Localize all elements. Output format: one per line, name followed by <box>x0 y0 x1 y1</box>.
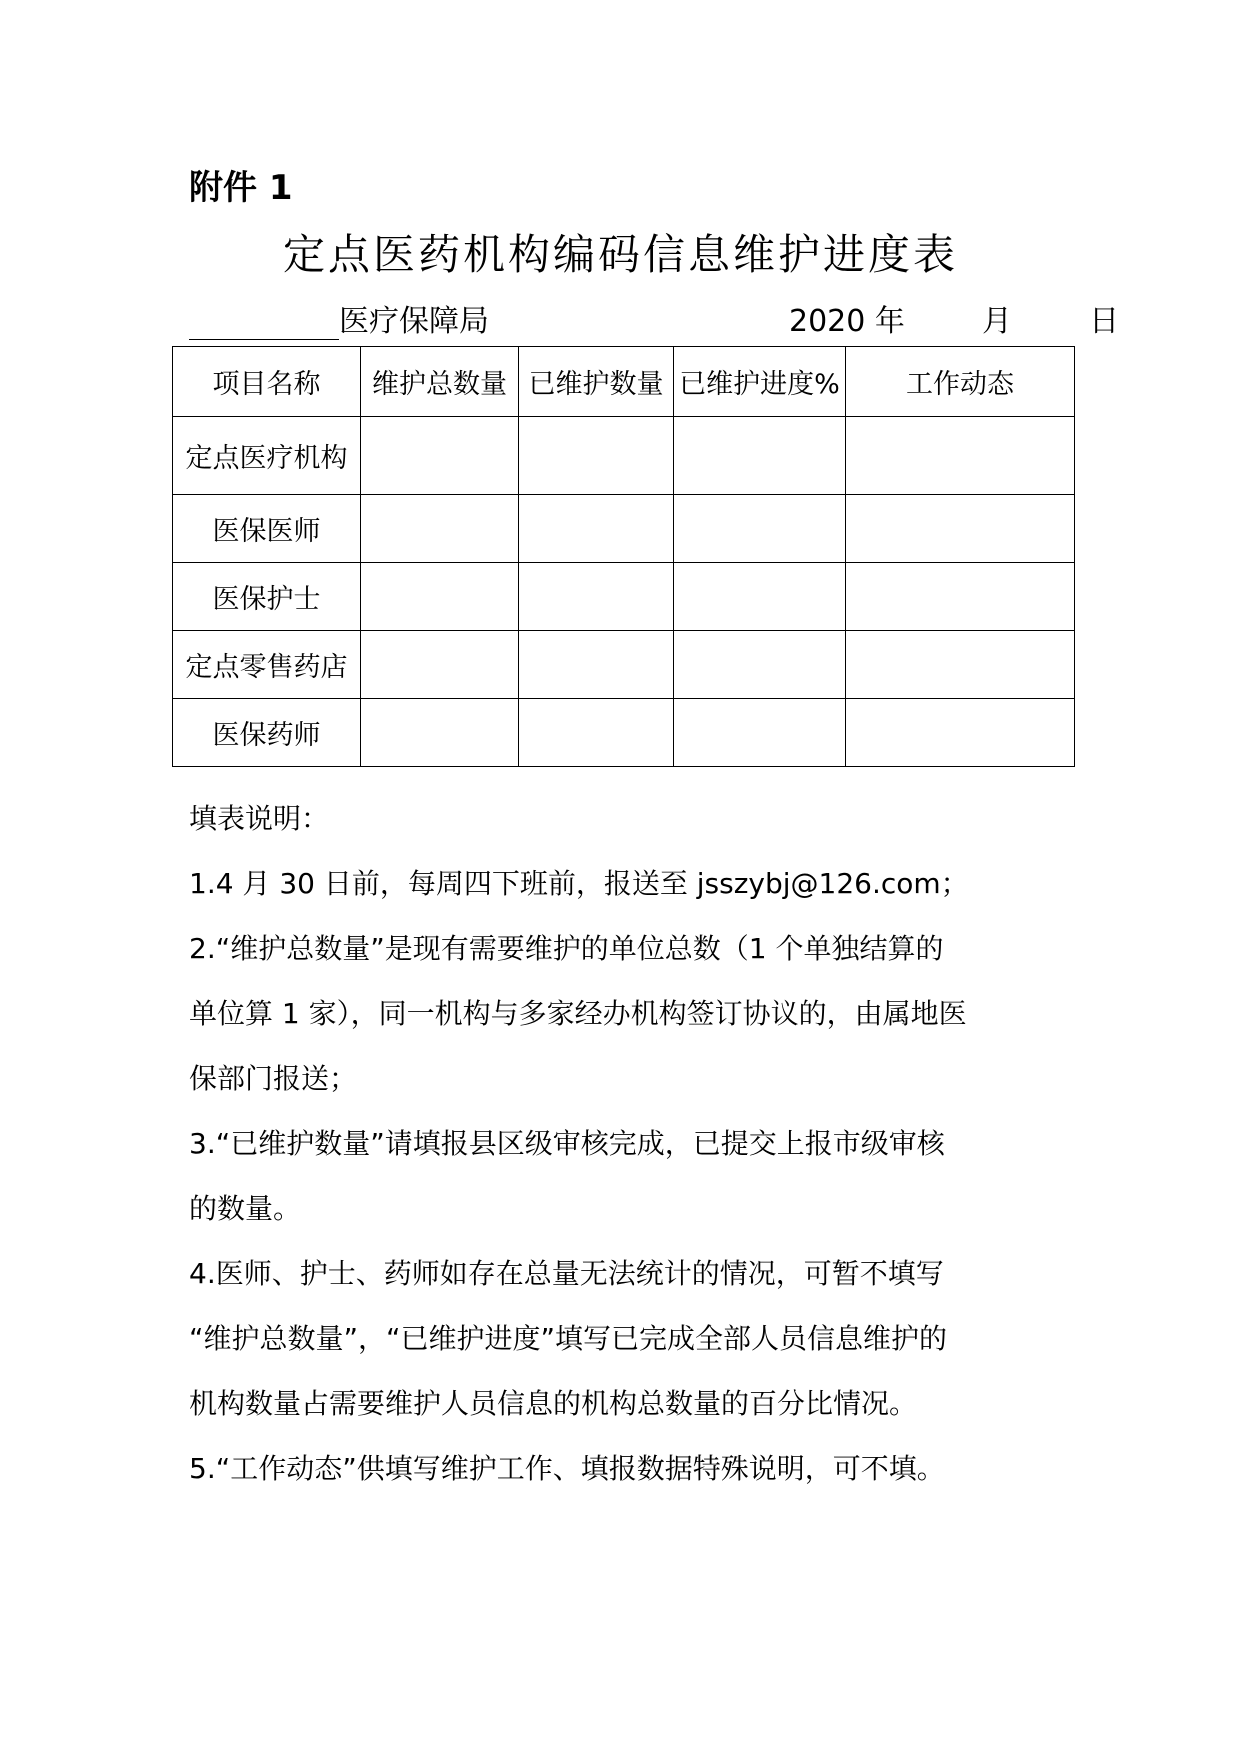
cell-maintained[interactable] <box>519 631 674 699</box>
note-line: 4.医师、护士、药师如存在总量无法统计的情况，可暂不填写 <box>189 1257 944 1290</box>
header-maintained: 已维护数量 <box>519 347 674 417</box>
date-month: 月 <box>981 304 1012 339</box>
cell-progress[interactable] <box>674 495 846 563</box>
note-line: 1.4 月 30 日前，每周四下班前，报送至 jsszybj@126.com； <box>189 867 969 900</box>
fill-instructions <box>189 786 1059 1501</box>
notes-heading: 填表说明： <box>189 802 330 835</box>
cell-progress[interactable] <box>674 631 846 699</box>
note-line: 5.“工作动态”供填写维护工作、填报数据特殊说明，可不填。 <box>189 1452 945 1485</box>
note-line: “维护总数量”，“已维护进度”填写已完成全部人员信息维护的 <box>189 1322 948 1355</box>
note-line: 保部门报送； <box>189 1062 358 1095</box>
table-row <box>173 495 1075 563</box>
header-item-name: 项目名称 <box>173 347 361 417</box>
note-line: 机构数量占需要维护人员信息的机构总数量的百分比情况。 <box>189 1387 918 1420</box>
row-label: 定点医疗机构 <box>173 417 361 495</box>
cell-total[interactable] <box>361 417 519 495</box>
note-line: 3.“已维护数量”请填报县区级审核完成，已提交上报市级审核 <box>189 1127 945 1160</box>
attachment-label: 附件 1 <box>189 168 293 208</box>
cell-work-status[interactable] <box>846 417 1075 495</box>
cell-maintained[interactable] <box>519 563 674 631</box>
cell-maintained[interactable] <box>519 699 674 767</box>
date-line <box>789 296 1137 340</box>
table-header-row <box>173 347 1075 417</box>
cell-progress[interactable] <box>674 417 846 495</box>
row-label: 定点零售药店 <box>173 631 361 699</box>
row-label: 医保医师 <box>173 495 361 563</box>
cell-progress[interactable] <box>674 563 846 631</box>
progress-table <box>172 346 1075 767</box>
date-day: 日 <box>1089 304 1120 339</box>
row-label: 医保护士 <box>173 563 361 631</box>
cell-total[interactable] <box>361 495 519 563</box>
cell-progress[interactable] <box>674 699 846 767</box>
note-line: 单位算 1 家），同一机构与多家经办机构签订协议的，由属地医 <box>189 997 967 1030</box>
date-year: 2020 年 <box>789 304 905 339</box>
header-total: 维护总数量 <box>361 347 519 417</box>
cell-work-status[interactable] <box>846 699 1075 767</box>
note-line: 的数量。 <box>189 1192 302 1225</box>
subheader <box>189 296 1120 340</box>
table-row <box>173 563 1075 631</box>
cell-work-status[interactable] <box>846 631 1075 699</box>
header-progress: 已维护进度% <box>674 347 846 417</box>
bureau-name-blank[interactable] <box>189 309 339 340</box>
table-row <box>173 699 1075 767</box>
cell-maintained[interactable] <box>519 417 674 495</box>
table-row <box>173 417 1075 495</box>
cell-total[interactable] <box>361 631 519 699</box>
cell-total[interactable] <box>361 563 519 631</box>
note-line: 2.“维护总数量”是现有需要维护的单位总数（1 个单独结算的 <box>189 932 944 965</box>
cell-total[interactable] <box>361 699 519 767</box>
cell-work-status[interactable] <box>846 563 1075 631</box>
header-work-status: 工作动态 <box>846 347 1075 417</box>
cell-work-status[interactable] <box>846 495 1075 563</box>
document-title: 定点医药机构编码信息维护进度表 <box>282 230 958 279</box>
cell-maintained[interactable] <box>519 495 674 563</box>
row-label: 医保药师 <box>173 699 361 767</box>
table-row <box>173 631 1075 699</box>
bureau-suffix: 医疗保障局 <box>339 304 489 339</box>
